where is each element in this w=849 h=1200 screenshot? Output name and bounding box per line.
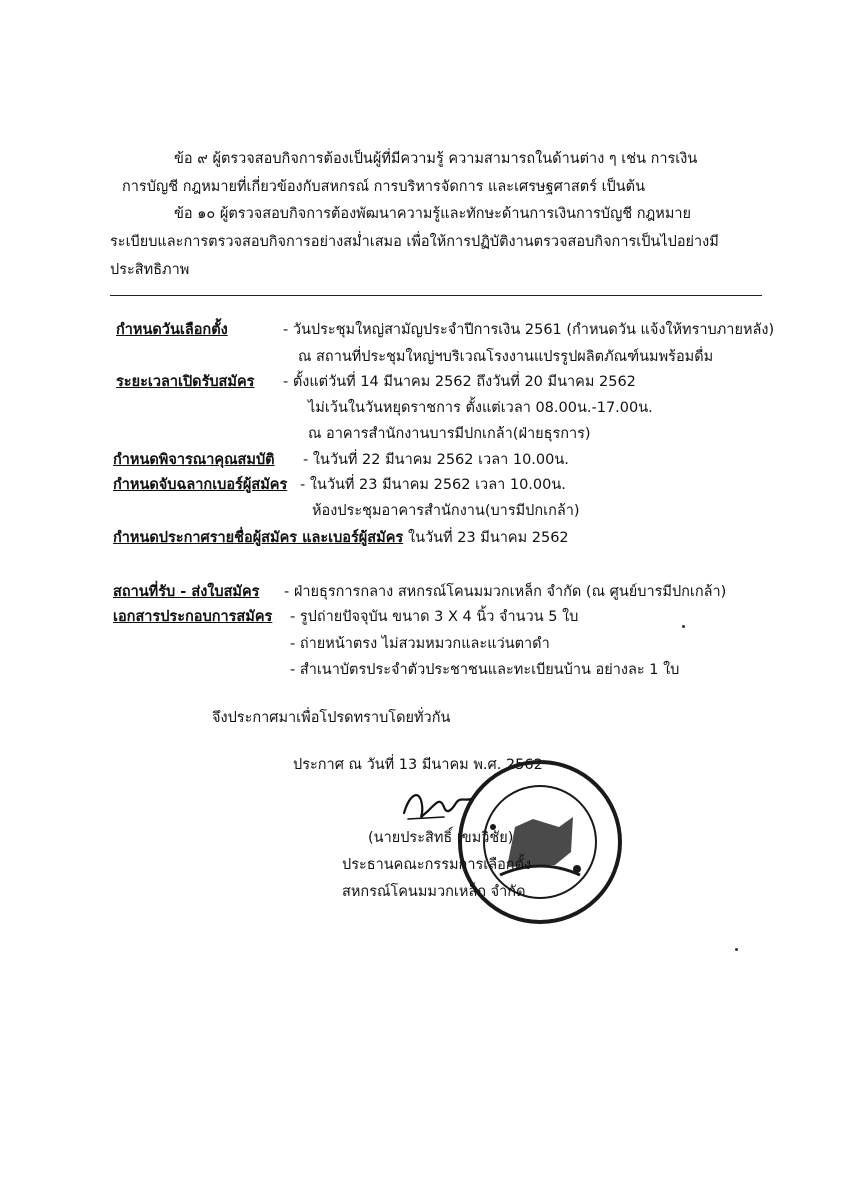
signer-title: ประธานคณะกรรมการเลือกตั้ง xyxy=(342,857,532,873)
application-location-value: ณ อาคารสำนักงานบารมีปกเกล้า(ฝ่ายธุรการ) xyxy=(308,426,591,442)
signer-organization: สหกรณ์โคนมมวกเหล็ก จำกัด xyxy=(342,884,526,900)
qualification-review-label: กำหนดพิจารณาคุณสมบัติ xyxy=(113,452,275,468)
announcement-closing: จึงประกาศมาเพื่อโปรดทราบโดยทั่วกัน xyxy=(212,710,451,726)
election-date-label: กำหนดวันเลือกตั้ง xyxy=(116,322,228,338)
submission-place-value: - ฝ่ายธุรการกลาง สหกรณ์โคนมมวกเหล็ก จำกัด (ณ ศูนย์บารมีปกเกล้า) xyxy=(284,584,727,600)
application-period-value: - ตั้งแต่วันที่ 14 มีนาคม 2562 ถึงวันที่ 20 มีนาคม 2562 xyxy=(283,374,636,390)
submission-place-label: สถานที่รับ - ส่งใบสมัคร xyxy=(113,584,260,600)
candidate-announcement-value: ในวันที่ 23 มีนาคม 2562 xyxy=(408,530,569,546)
clause-10-line-3: ประสิทธิภาพ xyxy=(110,262,190,278)
announcement-date: ประกาศ ณ วันที่ 13 มีนาคม พ.ศ. 2562 xyxy=(293,757,543,773)
candidate-announcement-label: กำหนดประกาศรายชื่อผู้สมัคร และเบอร์ผู้สมัคร xyxy=(113,530,404,546)
signer-name: (นายประสิทธิ์ เขมวิชัย) xyxy=(368,830,514,846)
scan-speck xyxy=(682,625,685,628)
document-id-copy: - สำเนาบัตรประจำตัวประชาชนและทะเบียนบ้าน อย่างละ 1 ใบ xyxy=(290,662,680,678)
election-place-value: ณ สถานที่ประชุมใหญ่ฯบริเวณโรงงานแปรรูปผลิตภัณฑ์นมพร้อมดื่ม xyxy=(298,349,714,365)
horizontal-divider xyxy=(110,295,762,296)
lottery-location-value: ห้องประชุมอาคารสำนักงาน(บารมีปกเกล้า) xyxy=(312,503,580,519)
election-date-value: - วันประชุมใหญ่สามัญประจำปีการเงิน 2561 (กำหนดวัน แจ้งให้ทราบภายหลัง) xyxy=(283,322,775,338)
lottery-value: - ในวันที่ 23 มีนาคม 2562 เวลา 10.00น. xyxy=(300,477,566,493)
clause-9-line-1: ข้อ ๙ ผู้ตรวจสอบกิจการต้องเป็นผู้ที่มีความรู้ ความสามารถในด้านต่าง ๆ เช่น การเงิน xyxy=(174,151,698,167)
scan-speck xyxy=(735,948,738,951)
lottery-label: กำหนดจับฉลากเบอร์ผู้สมัคร xyxy=(113,477,288,493)
qualification-review-value: - ในวันที่ 22 มีนาคม 2562 เวลา 10.00น. xyxy=(303,452,569,468)
application-hours-value: ไม่เว้นในวันหยุดราชการ ตั้งแต่เวลา 08.00น.-17.00น. xyxy=(308,400,653,416)
clause-9-line-2: การบัญชี กฎหมายที่เกี่ยวข้องกับสหกรณ์ การบริหารจัดการ และเศรษฐศาสตร์ เป็นต้น xyxy=(122,179,645,195)
clause-10-line-1: ข้อ ๑๐ ผู้ตรวจสอบกิจการต้องพัฒนาความรู้และทักษะด้านการเงินการบัญชี กฎหมาย xyxy=(174,206,692,222)
documents-label: เอกสารประกอบการสมัคร xyxy=(113,609,273,625)
document-photo-rule: - ถ่ายหน้าตรง ไม่สวมหมวกและแว่นตาดำ xyxy=(290,636,550,652)
clause-10-line-2: ระเบียบและการตรวจสอบกิจการอย่างสม่ำเสมอ เพื่อให้การปฏิบัติงานตรวจสอบกิจการเป็นไปอย่างมี xyxy=(110,234,719,250)
signature-icon xyxy=(398,783,478,828)
document-photo: - รูปถ่ายปัจจุบัน ขนาด 3 X 4 นิ้ว จำนวน 5 ใบ xyxy=(290,609,579,625)
application-period-label: ระยะเวลาเปิดรับสมัคร xyxy=(116,374,255,390)
